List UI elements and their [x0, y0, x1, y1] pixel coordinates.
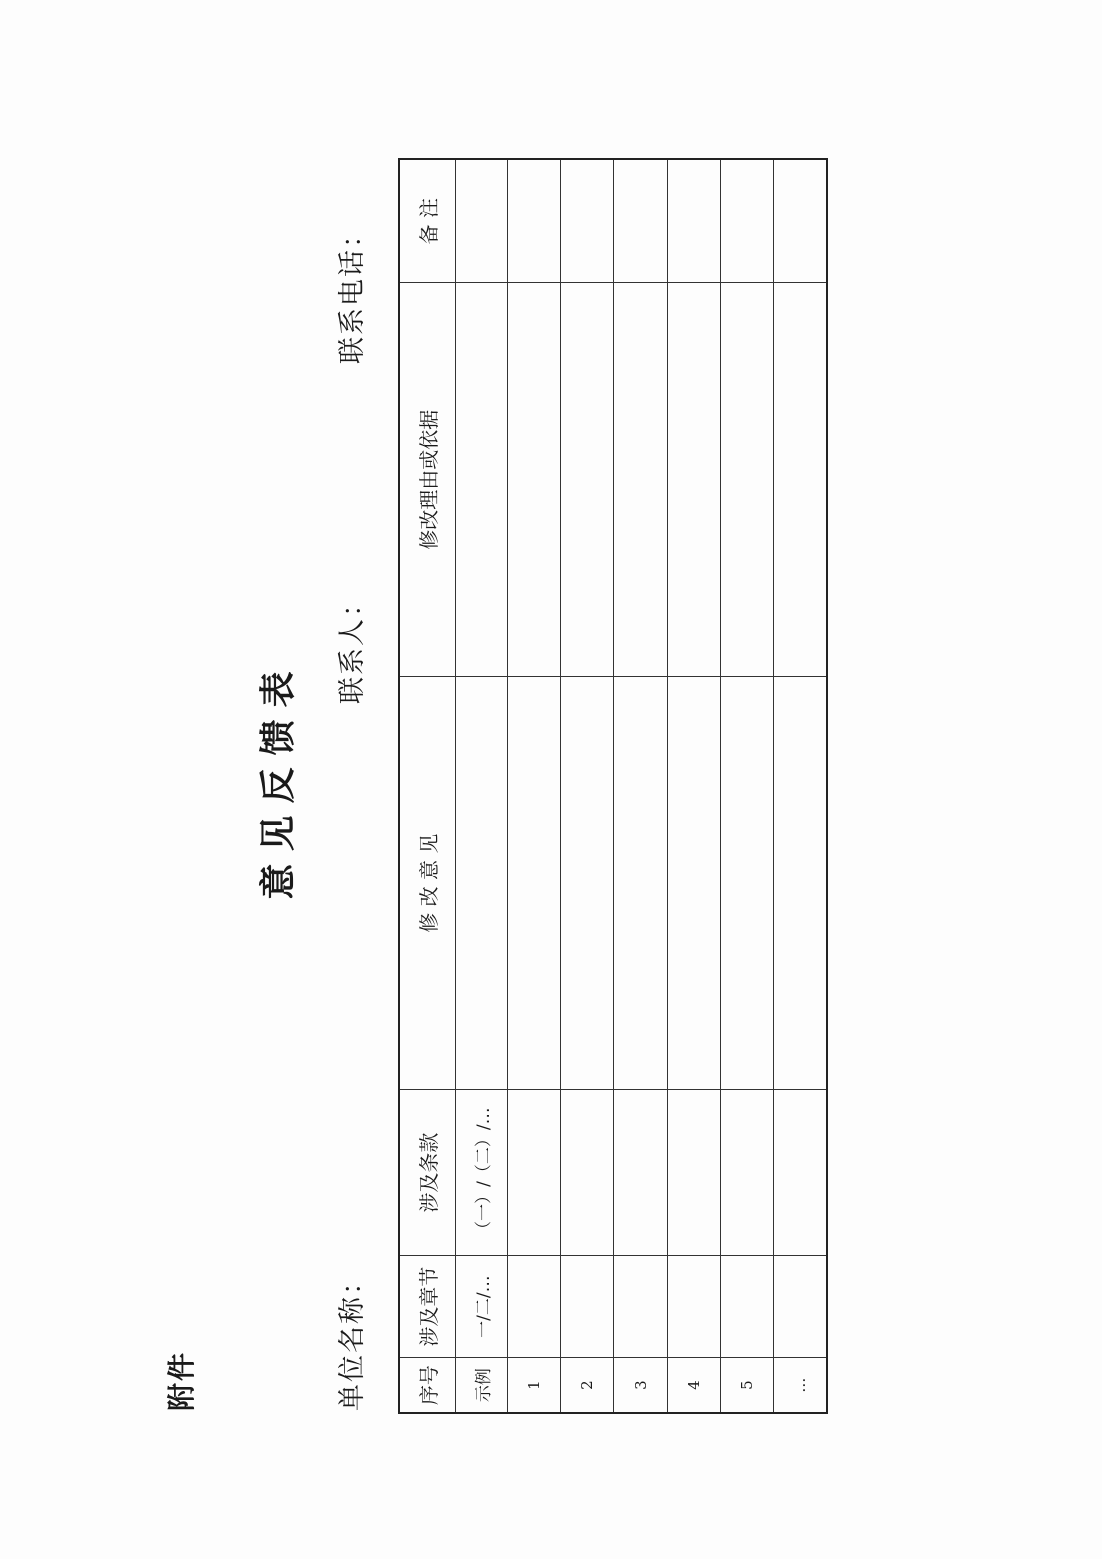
feedback-table — [398, 158, 828, 1414]
cell-clause[interactable] — [507, 1090, 560, 1256]
table-row — [720, 159, 773, 1413]
cell-remark[interactable] — [667, 159, 720, 283]
cell-remark[interactable] — [561, 159, 614, 283]
cell-clause[interactable] — [561, 1090, 614, 1256]
cell-remark[interactable] — [614, 159, 667, 283]
unit-name-label: 单位名称： — [337, 1266, 368, 1411]
cell-example-reason[interactable] — [455, 283, 507, 677]
header-opinion: 修 改 意 见 — [399, 677, 455, 1090]
cell-chapter[interactable] — [774, 1256, 827, 1358]
cell-example-clause: （一）/（二）/… — [455, 1090, 507, 1256]
cell-opinion[interactable] — [667, 677, 720, 1090]
header-chapter: 涉及章节 — [399, 1256, 455, 1358]
header-remark: 备 注 — [399, 159, 455, 283]
form-title: 意见反馈表 — [258, 659, 299, 900]
cell-chapter[interactable] — [614, 1256, 667, 1358]
cell-seq: 4 — [667, 1358, 720, 1413]
cell-clause[interactable] — [614, 1090, 667, 1256]
cell-seq: 5 — [720, 1358, 773, 1413]
attachment-label: 附件 — [165, 1350, 198, 1411]
cell-remark[interactable] — [720, 159, 773, 283]
contact-phone-label: 联系电话： — [337, 219, 368, 364]
table-row — [667, 159, 720, 1413]
cell-example-chapter: 一/二/… — [455, 1256, 507, 1358]
cell-example-opinion[interactable] — [455, 677, 507, 1090]
table-row — [507, 159, 560, 1413]
cell-seq: 1 — [507, 1358, 560, 1413]
header-seq: 序号 — [399, 1358, 455, 1413]
cell-reason[interactable] — [561, 283, 614, 677]
cell-seq: 2 — [561, 1358, 614, 1413]
cell-opinion[interactable] — [774, 677, 827, 1090]
cell-reason[interactable] — [507, 283, 560, 677]
cell-clause[interactable] — [667, 1090, 720, 1256]
cell-remark[interactable] — [507, 159, 560, 283]
table-row — [614, 159, 667, 1413]
contact-person-label: 联系人： — [337, 588, 368, 704]
cell-clause[interactable] — [774, 1090, 827, 1256]
cell-seq: 3 — [614, 1358, 667, 1413]
header-clause: 涉及条款 — [399, 1090, 455, 1256]
cell-reason[interactable] — [667, 283, 720, 677]
cell-example-seq: 示例 — [455, 1358, 507, 1413]
table-header-row — [399, 159, 455, 1413]
cell-chapter[interactable] — [720, 1256, 773, 1358]
cell-chapter[interactable] — [561, 1256, 614, 1358]
cell-seq: … — [774, 1358, 827, 1413]
cell-opinion[interactable] — [720, 677, 773, 1090]
cell-opinion[interactable] — [561, 677, 614, 1090]
cell-clause[interactable] — [720, 1090, 773, 1256]
cell-reason[interactable] — [614, 283, 667, 677]
table-row — [561, 159, 614, 1413]
cell-opinion[interactable] — [507, 677, 560, 1090]
cell-remark[interactable] — [774, 159, 827, 283]
cell-example-remark[interactable] — [455, 159, 507, 283]
cell-reason[interactable] — [774, 283, 827, 677]
table-row — [774, 159, 827, 1413]
cell-chapter[interactable] — [507, 1256, 560, 1358]
cell-reason[interactable] — [720, 283, 773, 677]
cell-chapter[interactable] — [667, 1256, 720, 1358]
cell-opinion[interactable] — [614, 677, 667, 1090]
table-row-example — [455, 159, 507, 1413]
header-reason: 修改理由或依据 — [399, 283, 455, 677]
